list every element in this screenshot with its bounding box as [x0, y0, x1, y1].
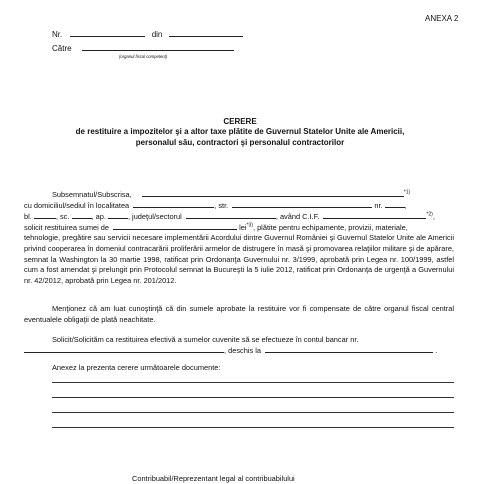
block-label: bl. — [24, 212, 32, 221]
applicant-line — [52, 189, 410, 200]
attachment-line[interactable] — [52, 412, 454, 413]
footnote-3: *3) — [246, 222, 253, 229]
title-line-2: personalul său, contractori şi personalul contractorilor — [135, 138, 345, 147]
locality-field[interactable] — [133, 200, 214, 208]
attachment-line[interactable] — [52, 397, 454, 398]
locality-label: cu domiciliul/sediul în localitatea — [24, 201, 130, 210]
bank-account-line: Solicit/Solicităm ca restituirea efectivă a sumelor cuvenite să se efectueze în contul bancar nr. — [52, 335, 359, 344]
applicant-name-field[interactable] — [142, 189, 404, 197]
catre-label: Către — [52, 44, 72, 53]
stair-field[interactable] — [72, 211, 92, 219]
apartment-label: , ap. — [91, 212, 106, 221]
cif-field[interactable] — [323, 211, 426, 219]
apartment-field[interactable] — [108, 211, 128, 219]
amount-purpose-text: , plătite pentru echipamente, provizii, materiale, — [252, 223, 408, 232]
request-paragraph: tehnologie, pregătire sau servicii necesare implementării Acordului dintre Guvernul României şi Guvernul Statelor Unite ale Americii privind cooperarea în domeniul contracarării proliferării armelor de distrugere în masă şi promovarea relaţiilor militare şi de apărare, semnat la Washington la 30 martie 1998, ratificat prin Ordonanţa Guvernului nr. 3/1999, aprobată prin Legea nr. 100/1999, astfel cum a fost amendat şi prelungit prin Protocolul semnat la Bucureşti la 5 iulie 2012, ratificat prin Ordonanţa de urgenţă a Guvernului nr. 42/2012, aprobată prin Legea nr. 201/2012. — [24, 233, 454, 286]
amount-label: solicit restituirea sumei de — [24, 223, 110, 232]
amount-field[interactable] — [113, 222, 237, 230]
bank-account-field[interactable] — [24, 345, 224, 353]
footnote-1: *1) — [403, 189, 411, 196]
nr-line — [52, 29, 243, 40]
nr-label: Nr. — [52, 30, 63, 39]
applicant-label: Subsemnatul/Subscrisa, — [52, 190, 132, 199]
attachment-line[interactable] — [52, 427, 454, 428]
catre-caption: (organul fiscal competent) — [119, 54, 168, 59]
attachments-intro: Anexez la prezenta cerere următoarele documente: — [52, 363, 221, 372]
block-field[interactable] — [34, 211, 56, 219]
date-field[interactable] — [169, 29, 243, 37]
signature-caption: Contribuabil/Reprezentant legal al contribuabilului — [132, 474, 295, 483]
bank-line-end: . — [435, 346, 438, 355]
title-line-1: de restituire a impozitelor şi a altor taxe plătite de Guvernul Statelor Unite ale Americii, — [75, 127, 405, 136]
address-details-line: bl. , sc. , ap. , judeţul/sectorul , având C.I.F. $^{*2)}$, — [24, 211, 435, 221]
bank-details-line — [24, 345, 437, 356]
currency-label: lei — [239, 223, 247, 232]
street-label: , str. — [214, 201, 229, 210]
cif-label: , având C.I.F. — [275, 212, 320, 221]
stair-label: , sc. — [55, 212, 70, 221]
catre-field[interactable] — [82, 43, 234, 51]
compensation-paragraph: Menţionez că am luat cunoştinţă că din sumele aprobate la restituire vor fi compensate de către organul fiscal central eventualele obligaţii de plată neachitate. — [24, 304, 454, 324]
footnote-2: *2) — [426, 211, 433, 218]
nr-field[interactable] — [70, 29, 145, 37]
amount-line — [24, 222, 408, 233]
number-field[interactable] — [385, 200, 405, 208]
bank-name-field[interactable] — [265, 345, 433, 353]
document-title: CERERE — [223, 117, 257, 126]
county-label: , judeţul/sectorul — [127, 212, 182, 221]
attachment-line[interactable] — [52, 382, 454, 383]
county-field[interactable] — [186, 211, 276, 219]
din-label: din — [151, 30, 163, 39]
number-label: nr. — [374, 201, 383, 210]
address-line: cu domiciliul/sediul în localitatea , str. nr. , — [24, 201, 407, 210]
annex-label: ANEXA 2 — [425, 14, 459, 23]
catre-line — [52, 43, 234, 54]
bank-label: , deschis la — [224, 346, 261, 355]
street-field[interactable] — [232, 200, 372, 208]
